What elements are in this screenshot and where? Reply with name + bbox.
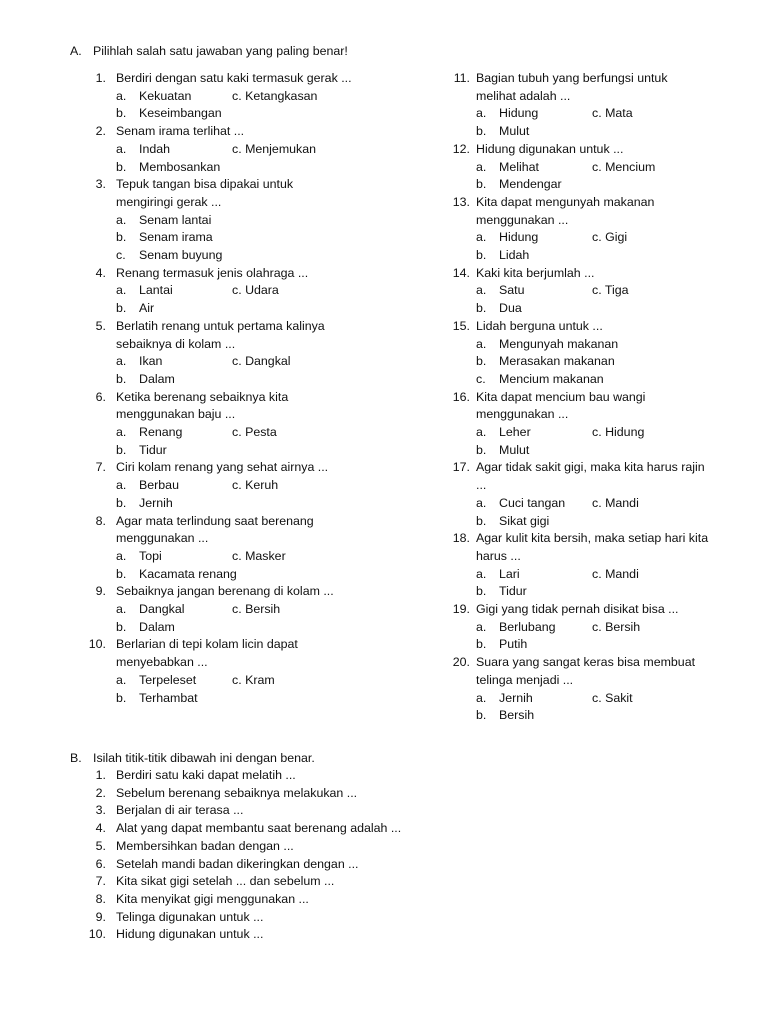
option-letter: b.	[476, 513, 487, 528]
question-number: 19.	[452, 602, 470, 616]
option-c: c. Mandi	[592, 566, 639, 581]
question-text: menggunakan ...	[476, 212, 569, 227]
question-text: Kita dapat mengunyah makanan	[476, 194, 655, 209]
option-c: c. Bersih	[232, 602, 281, 616]
option-letter: a.	[116, 88, 127, 103]
fill-item-text: Hidung digunakan untuk ...	[116, 927, 264, 942]
option-text: Sikat gigi	[499, 513, 550, 528]
option-c: c. Menjemukan	[232, 141, 317, 156]
option-c: c. Gigi	[592, 230, 628, 245]
option-letter: b.	[476, 354, 487, 369]
fill-item-number: 10.	[88, 927, 106, 942]
question-text: sebaiknya di kolam ...	[116, 336, 236, 351]
question-text: Berdiri dengan satu kaki termasuk gerak ...	[116, 71, 352, 85]
option-letter: a.	[476, 566, 487, 581]
option-text: Tidur	[139, 442, 167, 457]
question-text: Hidung digunakan untuk ...	[476, 141, 624, 156]
option-letter: a.	[476, 106, 487, 121]
option-letter: a.	[116, 478, 127, 493]
option-text: Jernih	[139, 495, 173, 510]
option-letter: a.	[116, 354, 127, 369]
question-number: 16.	[452, 389, 470, 404]
question-number: 9.	[95, 584, 106, 599]
question-text: Agar tidak sakit gigi, maka kita harus rajin	[476, 460, 705, 475]
option-letter: a.	[116, 283, 127, 298]
option-letter: a.	[476, 336, 487, 351]
option-text: Membosankan	[139, 159, 221, 174]
question-text: menggunakan ...	[476, 407, 569, 422]
fill-item-number: 9.	[95, 909, 106, 924]
fill-item-text: Telinga digunakan untuk ...	[116, 909, 264, 924]
option-c: c. Kram	[232, 672, 275, 687]
option-letter: b.	[116, 371, 127, 386]
option-letter: b.	[476, 442, 487, 457]
option-text: Leher	[499, 425, 531, 439]
option-text: Terpeleset	[139, 672, 197, 687]
option-letter: b.	[116, 495, 127, 510]
section-b-title: Isilah titik-titik dibawah ini dengan benar.	[93, 751, 315, 765]
fill-item-text: Kita menyikat gigi menggunakan ...	[116, 891, 309, 906]
option-c: c. Pesta	[232, 425, 277, 439]
question-number: 20.	[452, 655, 470, 670]
fill-item-text: Membersihkan badan dengan ...	[116, 838, 294, 853]
option-c: c. Mata	[592, 106, 633, 121]
option-text: Senam irama	[139, 230, 213, 245]
question-number: 5.	[95, 318, 106, 333]
option-text: Dalam	[139, 619, 175, 634]
option-letter: a.	[116, 672, 127, 687]
question-number: 2.	[95, 124, 106, 139]
option-text: Keseimbangan	[139, 106, 222, 121]
option-text: Mengunyah makanan	[499, 336, 619, 351]
option-c: c. Mencium	[592, 159, 656, 174]
option-letter: b.	[476, 637, 487, 652]
option-text: Lidah	[499, 248, 530, 262]
option-letter: a.	[116, 212, 127, 227]
question-text: Kaki kita berjumlah ...	[476, 265, 595, 280]
question-text: Senam irama terlihat ...	[116, 124, 245, 139]
option-text: Hidung	[499, 230, 539, 245]
option-text: Senam lantai	[139, 212, 212, 227]
option-letter: a.	[116, 548, 127, 563]
option-text: Mulut	[499, 442, 530, 457]
option-letter: b.	[116, 566, 127, 581]
section-a-letter: A.	[70, 44, 82, 58]
option-text: Lantai	[139, 283, 173, 298]
fill-item-number: 2.	[95, 785, 106, 800]
option-text: Melihat	[499, 159, 539, 174]
option-letter: a.	[116, 602, 127, 616]
option-c: c. Ketangkasan	[232, 88, 318, 103]
option-letter: a.	[116, 141, 127, 156]
question-text: harus ...	[476, 548, 521, 563]
option-letter: a.	[476, 690, 487, 705]
question-number: 13.	[452, 194, 470, 209]
option-letter: c.	[116, 248, 126, 262]
option-text: Lari	[499, 566, 520, 581]
option-c: c. Keruh	[232, 478, 279, 493]
question-text: Suara yang sangat keras bisa membuat	[476, 655, 696, 670]
fill-item-text: Setelah mandi badan dikeringkan dengan ...	[116, 856, 359, 871]
fill-item-number: 3.	[95, 803, 106, 818]
fill-item-number: 7.	[95, 874, 106, 889]
option-letter: a.	[476, 495, 487, 510]
option-text: Ikan	[139, 354, 163, 369]
question-number: 12.	[452, 141, 470, 156]
option-text: Topi	[139, 548, 162, 563]
option-letter: b.	[476, 177, 487, 192]
option-text: Dua	[499, 301, 522, 316]
question-text: Sebaiknya jangan berenang di kolam ...	[116, 584, 334, 599]
question-text: Ketika berenang sebaiknya kita	[116, 389, 289, 404]
question-text: Agar mata terlindung saat berenang	[116, 513, 314, 528]
question-text: Bagian tubuh yang berfungsi untuk	[476, 71, 668, 85]
fill-item-number: 4.	[95, 821, 106, 836]
fill-item-text: Berdiri satu kaki dapat melatih ...	[116, 768, 296, 782]
option-c: c. Dangkal	[232, 354, 291, 369]
option-text: Berbau	[139, 478, 179, 493]
option-letter: b.	[476, 708, 487, 723]
option-text: Tidur	[499, 584, 527, 599]
question-text: menyebabkan ...	[116, 655, 208, 670]
option-letter: b.	[116, 690, 127, 705]
option-text: Putih	[499, 637, 528, 652]
fill-item-text: Berjalan di air terasa ...	[116, 803, 244, 818]
option-text: Dalam	[139, 371, 175, 386]
question-text: Kita dapat mencium bau wangi	[476, 389, 646, 404]
option-c: c. Mandi	[592, 495, 639, 510]
question-text: melihat adalah ...	[476, 88, 571, 103]
option-c: c. Sakit	[592, 690, 633, 705]
option-letter: b.	[476, 124, 487, 139]
question-text: Renang termasuk jenis olahraga ...	[116, 265, 309, 280]
option-letter: b.	[116, 301, 127, 316]
option-text: Renang	[139, 425, 183, 439]
option-text: Air	[139, 301, 155, 316]
option-letter: b.	[476, 301, 487, 316]
question-text: Tepuk tangan bisa dipakai untuk	[116, 177, 294, 192]
option-text: Terhambat	[139, 690, 198, 705]
question-number: 4.	[95, 265, 106, 280]
option-letter: a.	[476, 283, 487, 298]
question-text: menggunakan ...	[116, 531, 209, 546]
question-number: 14.	[452, 265, 470, 280]
question-text: Agar kulit kita bersih, maka setiap hari kita	[476, 531, 709, 546]
question-text: telinga menjadi ...	[476, 672, 574, 687]
question-number: 10.	[88, 637, 106, 652]
option-letter: b.	[116, 619, 127, 634]
option-text: Satu	[499, 283, 525, 298]
option-text: Jernih	[499, 690, 533, 705]
option-c: c. Tiga	[592, 283, 629, 298]
question-text: Ciri kolam renang yang sehat airnya ...	[116, 460, 329, 475]
question-number: 7.	[95, 460, 106, 475]
question-number: 6.	[95, 389, 106, 404]
section-b-letter: B.	[70, 751, 82, 765]
fill-item-text: Sebelum berenang sebaiknya melakukan ...	[116, 785, 358, 800]
question-number: 18.	[452, 531, 470, 546]
option-letter: a.	[116, 425, 127, 439]
option-c: c. Hidung	[592, 425, 645, 439]
option-text: Berlubang	[499, 619, 556, 634]
option-text: Kekuatan	[139, 88, 192, 103]
question-text: Berlatih renang untuk pertama kalinya	[116, 318, 325, 333]
question-number: 17.	[452, 460, 470, 475]
option-text: Merasakan makanan	[499, 354, 615, 369]
fill-item-number: 6.	[95, 856, 106, 871]
fill-item-text: Kita sikat gigi setelah ... dan sebelum ...	[116, 874, 335, 889]
option-text: Mendengar	[499, 177, 562, 192]
section-a-title: Pilihlah salah satu jawaban yang paling benar!	[93, 44, 348, 58]
option-c: c. Bersih	[592, 619, 641, 634]
question-text: mengiringi gerak ...	[116, 194, 222, 209]
option-c: c. Masker	[232, 548, 286, 563]
question-number: 1.	[95, 71, 106, 85]
fill-item-number: 5.	[95, 838, 106, 853]
option-letter: b.	[476, 248, 487, 262]
option-letter: b.	[116, 442, 127, 457]
question-text: Lidah berguna untuk ...	[476, 318, 603, 333]
fill-item-text: Alat yang dapat membantu saat berenang adalah ...	[116, 821, 402, 836]
option-text: Bersih	[499, 708, 535, 723]
option-text: Hidung	[499, 106, 539, 121]
question-text: menggunakan baju ...	[116, 407, 236, 422]
question-text: Gigi yang tidak pernah disikat bisa ...	[476, 602, 679, 616]
option-letter: b.	[116, 230, 127, 245]
question-number: 11.	[453, 71, 470, 85]
question-number: 8.	[95, 513, 106, 528]
option-text: Senam buyung	[139, 248, 223, 262]
option-letter: a.	[476, 619, 487, 634]
option-text: Mulut	[499, 124, 530, 139]
question-text: Berlarian di tepi kolam licin dapat	[116, 637, 298, 652]
option-letter: c.	[476, 371, 486, 386]
option-letter: b.	[116, 106, 127, 121]
fill-item-number: 1.	[95, 768, 106, 782]
option-letter: b.	[116, 159, 127, 174]
option-text: Dangkal	[139, 602, 185, 616]
option-text: Mencium makanan	[499, 371, 604, 386]
option-letter: a.	[476, 425, 487, 439]
question-number: 15.	[452, 318, 470, 333]
question-number: 3.	[95, 177, 106, 192]
option-text: Indah	[139, 141, 171, 156]
option-letter: a.	[476, 230, 487, 245]
option-text: Kacamata renang	[139, 566, 237, 581]
option-text: Cuci tangan	[499, 495, 566, 510]
option-c: c. Udara	[232, 283, 279, 298]
option-letter: b.	[476, 584, 487, 599]
option-letter: a.	[476, 159, 487, 174]
question-text: ...	[476, 478, 487, 493]
fill-item-number: 8.	[95, 891, 106, 906]
